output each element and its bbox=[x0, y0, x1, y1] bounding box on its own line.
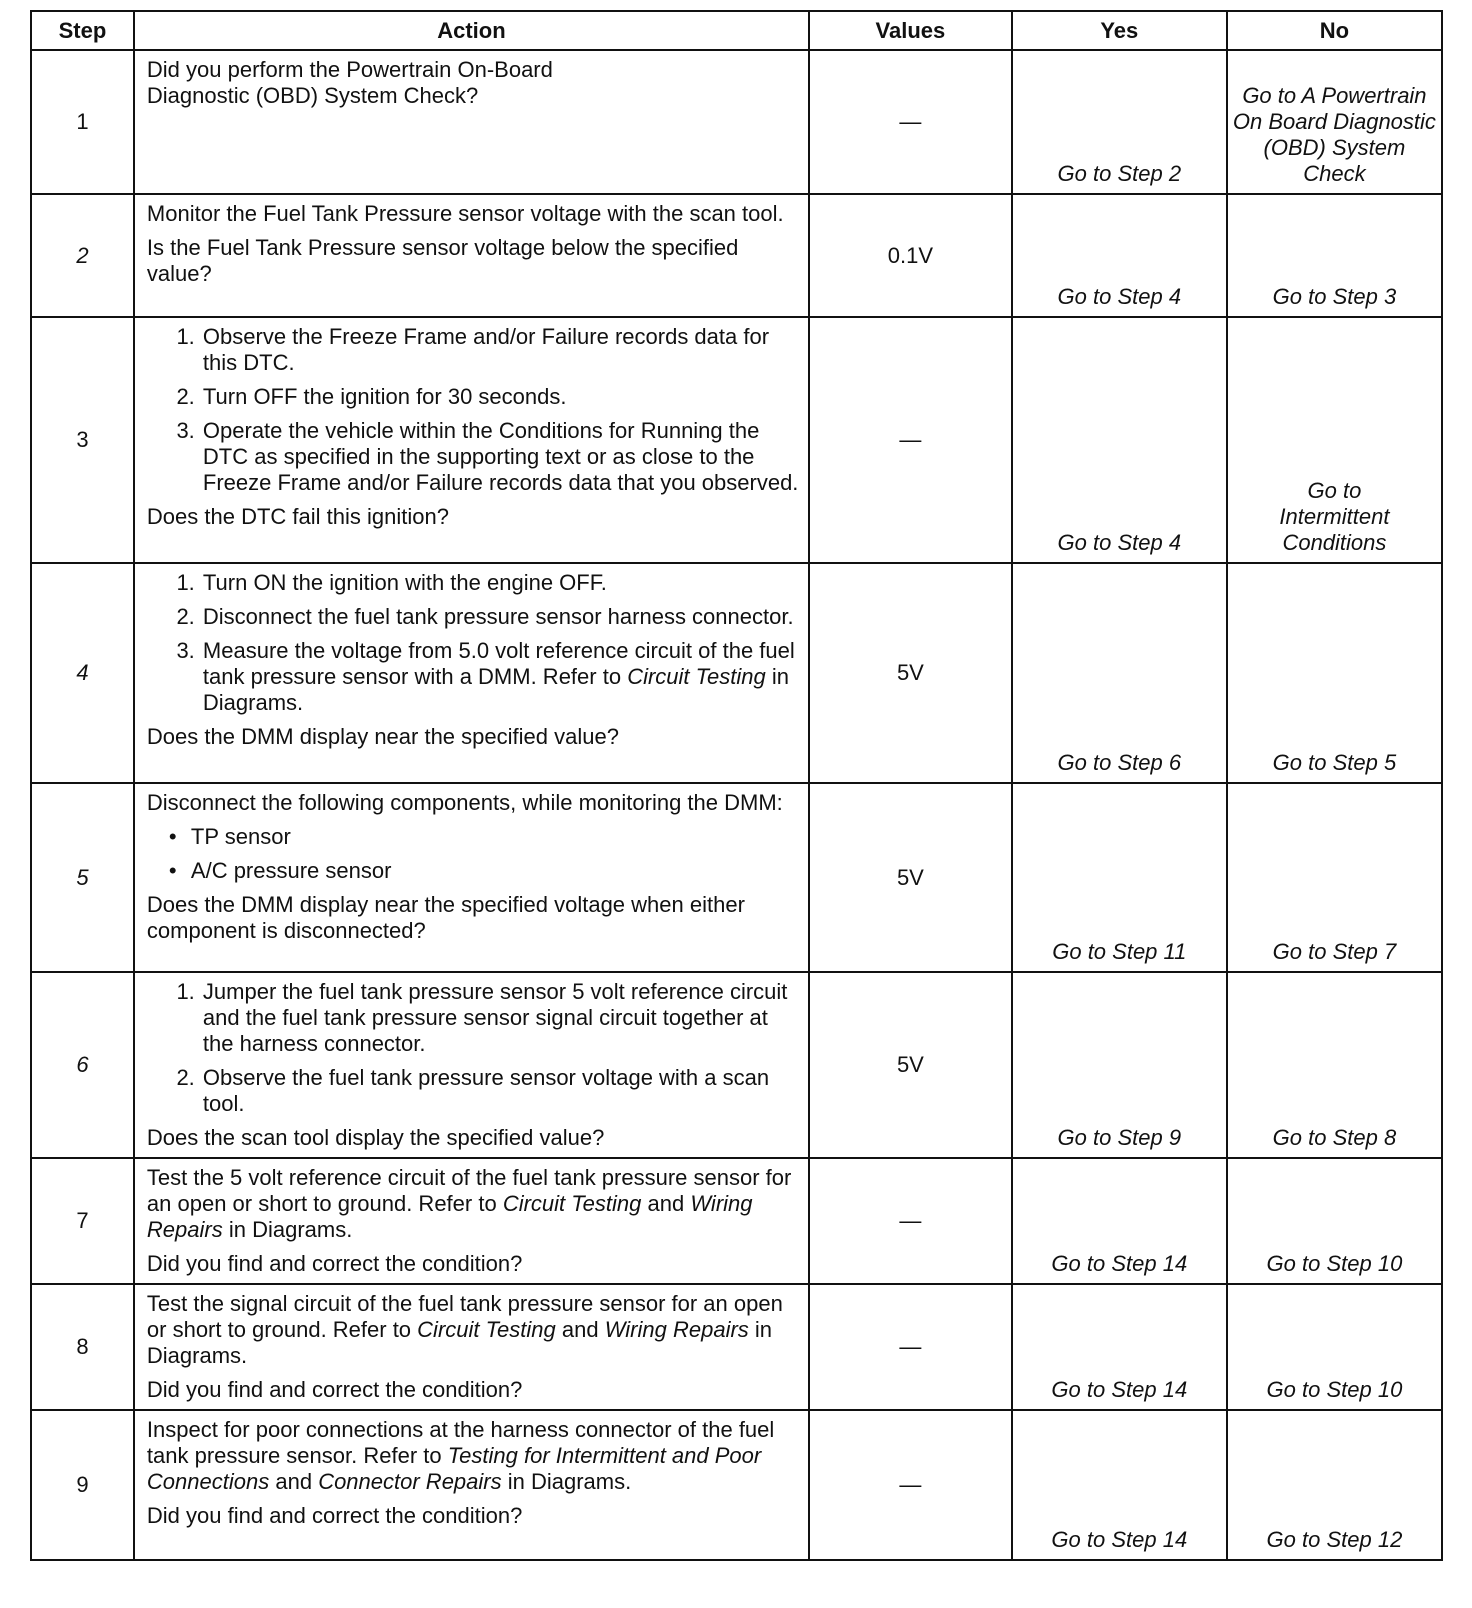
value-cell: — bbox=[809, 50, 1012, 194]
value-cell: — bbox=[809, 1158, 1012, 1284]
action-cell bbox=[134, 1410, 809, 1560]
yes-cell: Go to Step 4 bbox=[1012, 194, 1227, 317]
action-steps bbox=[147, 979, 800, 1117]
value-cell: — bbox=[809, 1410, 1012, 1560]
action-step-item: 3. Operate the vehicle within the Conditions for Running the DTC as specified in the supporting text or as close to the Freeze Frame and/or Failure records data that you observed. bbox=[201, 418, 800, 496]
component-item: • A/C pressure sensor bbox=[191, 858, 800, 884]
reference-circuit-testing: Circuit Testing bbox=[417, 1317, 556, 1342]
no-cell: Go to Step 8 bbox=[1227, 972, 1442, 1158]
action-question: Did you perform the Powertrain On-Board Diagnostic (OBD) System Check? bbox=[146, 57, 553, 108]
reference-and: and bbox=[561, 1317, 599, 1342]
step-number: 5 bbox=[31, 783, 134, 972]
action-text: Test the signal circuit of the fuel tank pressure sensor for an open or short to ground. Refer to bbox=[146, 1291, 783, 1342]
reference-wiring-repairs: Wiring Repairs bbox=[604, 1317, 749, 1342]
no-cell: Go to Step 7 bbox=[1227, 783, 1442, 972]
no-prefix: Go to bbox=[1307, 478, 1362, 503]
step-number: 6 bbox=[31, 972, 134, 1158]
action-question: Did you find and correct the condition? bbox=[146, 1251, 523, 1276]
yes-cell: Go to Step 6 bbox=[1012, 563, 1227, 783]
table-row-step-4 bbox=[31, 563, 1442, 783]
no-cell: Go to Step 10 bbox=[1227, 1284, 1442, 1410]
action-step-item: 2. Turn OFF the ignition for 30 seconds. bbox=[201, 384, 800, 410]
action-instruction bbox=[147, 1417, 800, 1495]
action-instruction: Disconnect the following components, while monitoring the DMM: bbox=[146, 790, 783, 815]
no-prefix: Go to bbox=[1242, 83, 1297, 108]
table-row-step-6 bbox=[31, 972, 1442, 1158]
no-cell: Go to Step 5 bbox=[1227, 563, 1442, 783]
action-cell bbox=[134, 1158, 809, 1284]
value-cell: 5V bbox=[809, 783, 1012, 972]
value-cell: — bbox=[809, 1284, 1012, 1410]
reference-circuit-testing: Circuit Testing bbox=[627, 664, 766, 689]
table-row-step-5 bbox=[31, 783, 1442, 972]
header-yes: Yes bbox=[1012, 11, 1227, 50]
reference-tail: in Diagrams. bbox=[146, 1317, 773, 1368]
step-number: 9 bbox=[31, 1410, 134, 1560]
action-cell bbox=[134, 563, 809, 783]
action-cell bbox=[134, 50, 809, 194]
action-question: Does the DMM display near the specified value? bbox=[146, 724, 619, 749]
no-cell: Go to Step 3 bbox=[1227, 194, 1442, 317]
no-cell: Go to Step 12 bbox=[1227, 1410, 1442, 1560]
action-cell bbox=[134, 194, 809, 317]
header-row bbox=[31, 11, 1442, 50]
action-question: Does the scan tool display the specified value? bbox=[146, 1125, 605, 1150]
reference-tail: in Diagrams. bbox=[507, 1469, 632, 1494]
reference-tail: in Diagrams. bbox=[202, 664, 790, 715]
yes-cell: Go to Step 14 bbox=[1012, 1410, 1227, 1560]
yes-cell: Go to Step 2 bbox=[1012, 50, 1227, 194]
action-text: Test the 5 volt reference circuit of the fuel tank pressure sensor for an open or short to ground. Refer to bbox=[146, 1165, 792, 1216]
yes-cell: Go to Step 14 bbox=[1012, 1284, 1227, 1410]
action-question: Did you find and correct the condition? bbox=[146, 1503, 523, 1528]
header-action: Action bbox=[134, 11, 809, 50]
no-cell: Go to Step 10 bbox=[1227, 1158, 1442, 1284]
reference-and: and bbox=[275, 1469, 313, 1494]
action-text: Inspect for poor connections at the harness connector of the fuel tank pressure sensor. Refer to bbox=[146, 1417, 775, 1468]
action-instruction bbox=[147, 1291, 800, 1369]
action-step-item: 1. Observe the Freeze Frame and/or Failure records data for this DTC. bbox=[201, 324, 800, 376]
reference-circuit-testing: Circuit Testing bbox=[502, 1191, 642, 1216]
value-cell: 5V bbox=[809, 563, 1012, 783]
table-row-step-3 bbox=[31, 317, 1442, 563]
action-steps bbox=[147, 324, 800, 496]
step-number: 1 bbox=[31, 50, 134, 194]
table-row-step-1 bbox=[31, 50, 1442, 194]
action-step-item: 1. Jumper the fuel tank pressure sensor 5 volt reference circuit and the fuel tank pressure sensor signal circuit together at the harness connector. bbox=[201, 979, 800, 1057]
action-question: Did you find and correct the condition? bbox=[146, 1377, 523, 1402]
action-step-item: 1. Turn ON the ignition with the engine OFF. bbox=[201, 570, 800, 596]
header-step: Step bbox=[31, 11, 134, 50]
diagnostic-table bbox=[30, 10, 1443, 1561]
action-cell bbox=[134, 1284, 809, 1410]
action-step-item bbox=[201, 638, 800, 716]
step-number: 4 bbox=[31, 563, 134, 783]
table-row-step-8 bbox=[31, 1284, 1442, 1410]
reference-wiring-repairs: Wiring Repairs bbox=[146, 1191, 753, 1242]
action-instruction: Monitor the Fuel Tank Pressure sensor voltage with the scan tool. bbox=[146, 201, 784, 226]
reference-connector-repairs: Connector Repairs bbox=[318, 1469, 502, 1494]
no-cell bbox=[1227, 317, 1442, 563]
action-cell bbox=[134, 317, 809, 563]
table-row-step-7 bbox=[31, 1158, 1442, 1284]
table-row-step-2 bbox=[31, 194, 1442, 317]
yes-cell: Go to Step 4 bbox=[1012, 317, 1227, 563]
action-step-item: 2. Disconnect the fuel tank pressure sensor harness connector. bbox=[201, 604, 800, 630]
table-row-step-9 bbox=[31, 1410, 1442, 1560]
no-cell bbox=[1227, 50, 1442, 194]
step-number: 8 bbox=[31, 1284, 134, 1410]
action-question: Does the DMM display near the specified voltage when either component is disconnected? bbox=[146, 892, 745, 943]
step-number: 7 bbox=[31, 1158, 134, 1284]
header-values: Values bbox=[809, 11, 1012, 50]
reference-and: and bbox=[647, 1191, 685, 1216]
action-cell bbox=[134, 972, 809, 1158]
yes-cell: Go to Step 11 bbox=[1012, 783, 1227, 972]
action-step-item: 2. Observe the fuel tank pressure sensor voltage with a scan tool. bbox=[201, 1065, 800, 1117]
action-cell bbox=[134, 783, 809, 972]
action-instruction bbox=[147, 1165, 800, 1243]
step-number: 2 bbox=[31, 194, 134, 317]
header-no: No bbox=[1227, 11, 1442, 50]
component-item: • TP sensor bbox=[191, 824, 800, 850]
yes-cell: Go to Step 9 bbox=[1012, 972, 1227, 1158]
action-steps bbox=[147, 570, 800, 716]
step-number: 3 bbox=[31, 317, 134, 563]
action-question: Does the DTC fail this ignition? bbox=[146, 504, 449, 529]
yes-cell: Go to Step 14 bbox=[1012, 1158, 1227, 1284]
reference-tail: in Diagrams. bbox=[228, 1217, 353, 1242]
no-reference: A Powertrain On Board Diagnostic (OBD) System Check bbox=[1232, 83, 1436, 186]
no-reference: Intermittent Conditions bbox=[1279, 504, 1390, 555]
value-cell: — bbox=[809, 317, 1012, 563]
value-cell: 5V bbox=[809, 972, 1012, 1158]
component-list bbox=[147, 824, 800, 884]
action-step-text: Measure the voltage from 5.0 volt reference circuit of the fuel tank pressure sensor with a DMM. Refer to bbox=[202, 638, 795, 689]
action-question: Is the Fuel Tank Pressure sensor voltage below the specified value? bbox=[146, 235, 739, 286]
reference-intermittent-connections: Testing for Intermittent and Poor Connections bbox=[146, 1443, 762, 1494]
value-cell: 0.1V bbox=[809, 194, 1012, 317]
